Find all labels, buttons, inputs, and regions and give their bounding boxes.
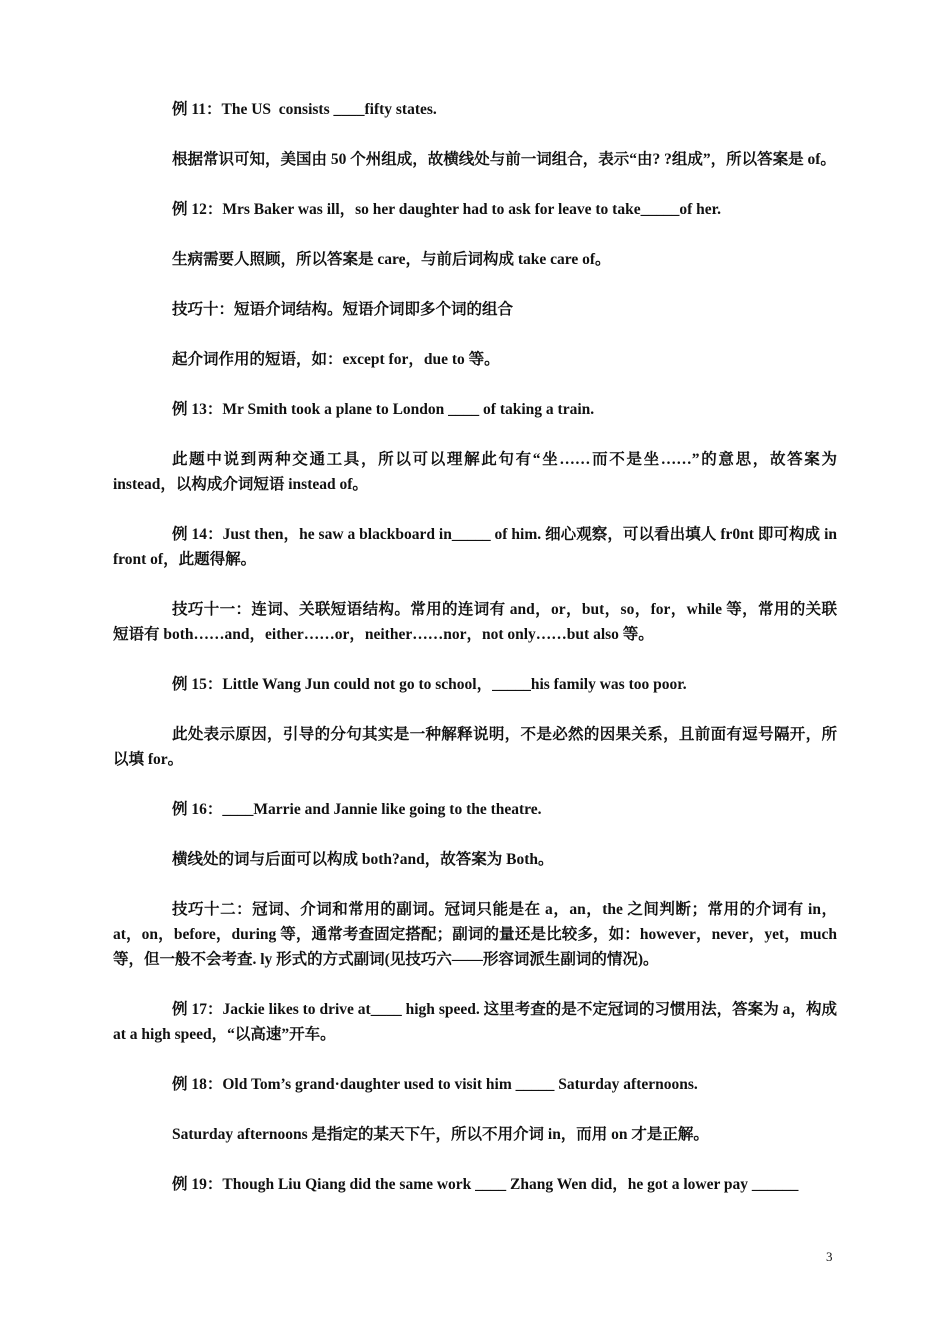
explanation-16: 横线处的词与后面可以构成 both?and，故答案为 Both。 [172, 851, 554, 868]
example-14: 例 14：Just then，he saw a blackboard in_____ of him. 细心观察，可以看出填人 fr0nt 即可构成 in front of，此题得解。 [113, 526, 841, 568]
explanation-15: 此处表示原因，引导的分句其实是一种解释说明，不是必然的因果关系，且前面有逗号隔开，所以填 for。 [113, 726, 837, 768]
tip-11: 技巧十一：连词、关联短语结构。常用的连词有 and，or，but，so，for，while 等，常用的关联短语有 both……and，either……or，neither……nor，not only……but also 等。 [113, 601, 837, 643]
example-19: 例 19：Though Liu Qiang did the same work ____ Zhang Wen did，he got a lower pay ______ [172, 1176, 799, 1193]
example-16: 例 16：____Marrie and Jannie like going to the theatre. [172, 801, 542, 818]
example-12: 例 12：Mrs Baker was ill，so her daughter had to ask for leave to take_____of her. [172, 201, 721, 218]
explanation-18: Saturday afternoons 是指定的某天下午，所以不用介词 in，而用 on 才是正解。 [172, 1126, 709, 1143]
tip-10-detail: 起介词作用的短语，如：except for，due to 等。 [172, 351, 500, 368]
document-body [113, 97, 841, 1222]
tip-10-heading: 技巧十：短语介词结构。短语介词即多个词的组合 [172, 301, 514, 318]
example-18: 例 18：Old Tom’s grand·daughter used to visit him _____ Saturday afternoons. [172, 1076, 698, 1093]
example-11: 例 11：The US consists ____fifty states. [172, 101, 437, 118]
example-17: 例 17：Jackie likes to drive at____ high speed. 这里考查的是不定冠词的习惯用法，答案为 a，构成 at a high speed，“以高速”开车。 [113, 1001, 841, 1043]
explanation-12: 生病需要人照顾，所以答案是 care，与前后词构成 take care of。 [172, 251, 611, 268]
explanation-13: 此题中说到两种交通工具，所以可以理解此句有“坐……而不是坐……”的意思，故答案为 instead，以构成介词短语 instead of。 [113, 451, 841, 493]
example-13: 例 13：Mr Smith took a plane to London ____ of taking a train. [172, 401, 595, 418]
explanation-11: 根据常识可知，美国由 50 个州组成，故横线处与前一词组合，表示“由? ?组成”，所以答案是 of。 [172, 151, 836, 168]
page-number: 3 [826, 1249, 833, 1264]
example-15: 例 15：Little Wang Jun could not go to school，_____his family was too poor. [172, 676, 687, 693]
tip-12: 技巧十二：冠词、介词和常用的副词。冠词只能是在 a，an，the 之间判断；常用的介词有 in，at，on，before，during 等，通常考查固定搭配；副词的量还是比较多，如：however，never，yet，much 等，但一般不会考查. ly 形式的方式副词(见技巧六——形容词派生副词的情况)。 [113, 901, 841, 968]
